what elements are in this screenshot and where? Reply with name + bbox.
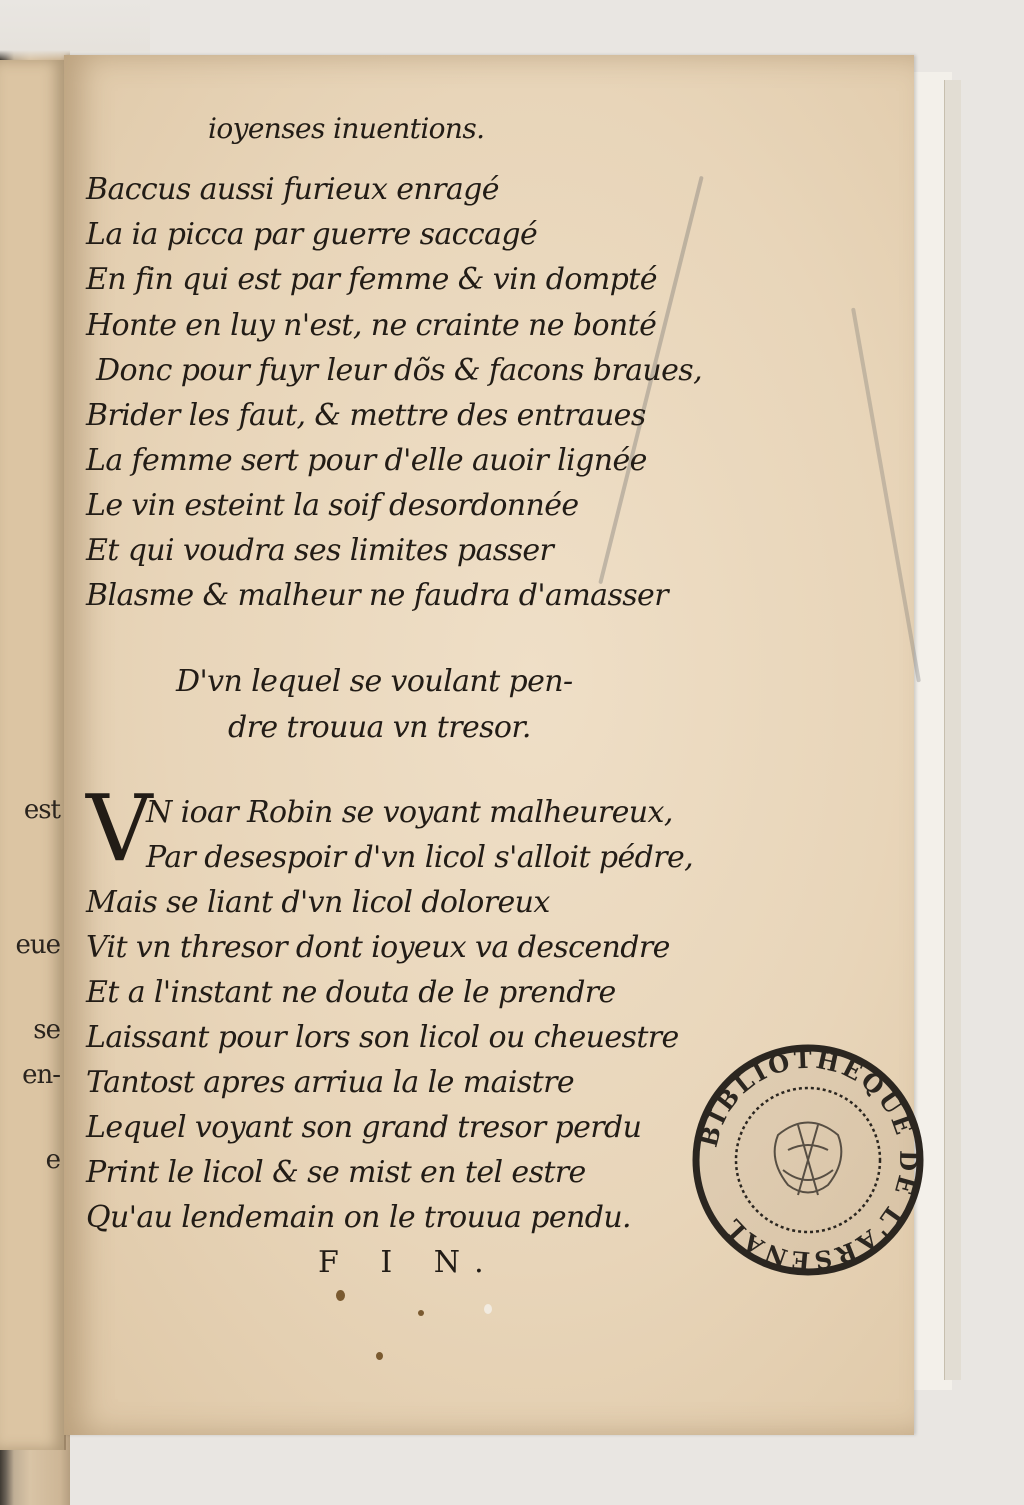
verse-line: En fin qui est par femme & vin dompté xyxy=(86,262,657,297)
verse-line: Lequel voyant son grand tresor perdu xyxy=(86,1110,642,1145)
verse-line: N ioar Robin se voyant malheureux, xyxy=(146,795,673,830)
facing-page xyxy=(0,60,66,1450)
page-hole xyxy=(484,1304,492,1314)
verse-line: Et a l'instant ne douta de le prendre xyxy=(86,975,616,1010)
facing-page-fragment: est xyxy=(23,795,60,825)
page-edge xyxy=(944,80,961,1380)
ink-spot xyxy=(336,1290,345,1301)
verse-line: Blasme & malheur ne faudra d'amasser xyxy=(86,578,668,613)
section-title: dre trouua vn tresor. xyxy=(228,710,531,745)
facing-page-fragment: e xyxy=(45,1145,60,1175)
pencil-mark xyxy=(851,308,921,683)
verse-line: Baccus aussi furieux enragé xyxy=(86,172,499,207)
verse-line: Honte en luy n'est, ne crainte ne bonté xyxy=(86,308,657,343)
facing-page-fragment: en- xyxy=(22,1060,60,1090)
verse-line: Le vin esteint la soif desordonnée xyxy=(86,488,579,523)
verse-line: Print le licol & se mist en tel estre xyxy=(86,1155,586,1190)
ink-spot xyxy=(418,1310,424,1316)
verse-line: Tantost apres arriua la le maistre xyxy=(86,1065,574,1100)
stamp-text: BIBLIOTHEQUE DE L'ARSENAL xyxy=(693,1044,924,1276)
verse-line: Donc pour fuyr leur dõs & facons braues, xyxy=(96,353,703,388)
verse-line: La ia picca par guerre saccagé xyxy=(86,217,538,252)
fin-mark: F I N. xyxy=(318,1245,500,1280)
verse-line: La femme sert pour d'elle auoir lignée xyxy=(86,443,647,478)
verse-line: Qu'au lendemain on le trouua pendu. xyxy=(86,1200,631,1235)
binding-shadow xyxy=(0,0,150,60)
section-title: D'vn lequel se voulant pen- xyxy=(176,664,573,699)
verse-line: Laissant pour lors son licol ou cheuestre xyxy=(86,1020,679,1055)
verse-line: Par desespoir d'vn licol s'alloit pédre, xyxy=(146,840,694,875)
verse-line: Et qui voudra ses limites passer xyxy=(86,533,554,568)
running-header: ioyenses inuentions. xyxy=(208,112,485,145)
library-stamp xyxy=(688,1040,928,1280)
verse-line: Vit vn thresor dont ioyeux va descendre xyxy=(86,930,670,965)
facing-page-fragment: eue xyxy=(15,930,60,960)
ink-spot xyxy=(376,1352,383,1360)
drop-cap: V xyxy=(86,775,153,882)
verse-line: Mais se liant d'vn licol doloreux xyxy=(86,885,550,920)
verse-line: Brider les faut, & mettre des entraues xyxy=(86,398,646,433)
facing-page-fragment: se xyxy=(33,1015,60,1045)
